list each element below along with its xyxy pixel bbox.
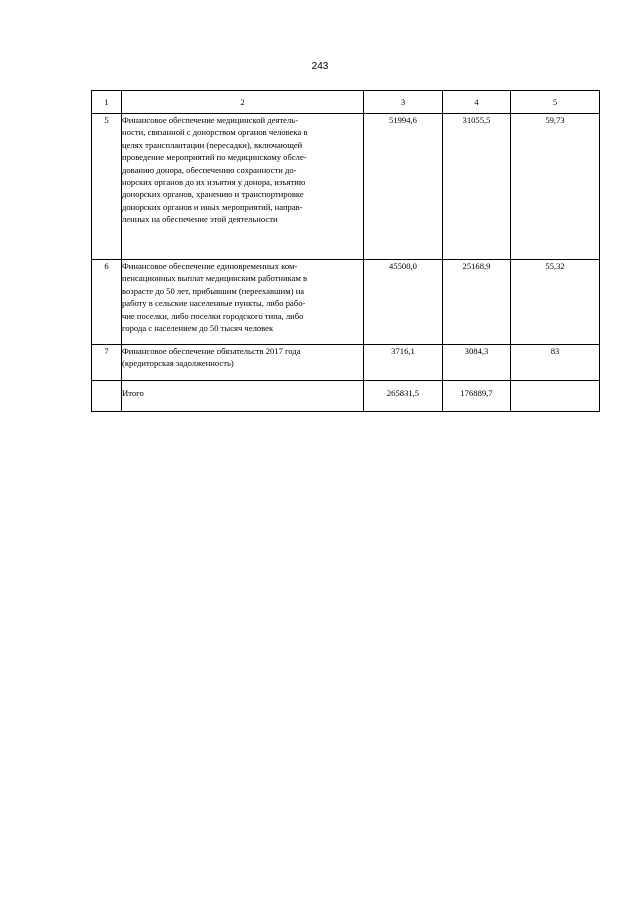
value-col3: 3716,1 <box>364 345 443 381</box>
description-line: возрасте до 50 лет, прибывшим (переехавшим) на <box>122 285 305 296</box>
total-col3: 265831,5 <box>364 381 443 412</box>
row-description <box>122 345 364 381</box>
description-line: (кредиторская задолженность) <box>122 358 234 369</box>
header-cell: 1 <box>92 91 122 114</box>
header-cell: 2 <box>122 91 364 114</box>
description-line: дованию донора, обеспечению сохранности до- <box>122 164 297 175</box>
description-line: целях трансплантации (пересадки), включающей <box>122 139 303 150</box>
description-line: Финансовое обеспечение обязательств 2017 года <box>122 346 301 356</box>
description-line: чие поселки, либо поселки городского типа, либо <box>122 310 304 321</box>
total-col4: 176889,7 <box>443 381 511 412</box>
header-cell: 5 <box>511 91 600 114</box>
table-row <box>92 114 600 260</box>
description-line: работу в сельские населенные пункты, либо рабо- <box>122 298 306 309</box>
header-cell: 4 <box>443 91 511 114</box>
description-line: ленных на обеспечение этой деятельности <box>122 214 278 225</box>
description-line: норских органов до их изъятия у донора, изъятию <box>122 177 306 188</box>
description-line: города с населением до 50 тысяч человек <box>122 323 274 334</box>
value-col4: 31055,5 <box>443 114 511 260</box>
row-description <box>122 114 364 260</box>
description-line: Финансовое обеспечение единовременных ком- <box>122 261 298 271</box>
row-number-empty <box>92 381 122 412</box>
description-line: пенсационных выплат медицинским работникам в <box>122 273 308 284</box>
table-row <box>92 345 600 381</box>
data-table <box>91 90 600 412</box>
description-line: ности, связанной с донорством органов человека в <box>122 127 308 138</box>
page-number: 243 <box>311 61 329 72</box>
row-number: 6 <box>92 260 122 345</box>
total-label: Итого <box>122 381 364 412</box>
value-col3: 45500,0 <box>364 260 443 345</box>
description-line: проведение мероприятий по медицинскому обсле- <box>122 152 307 163</box>
table-header-row <box>92 91 600 114</box>
value-col5: 83 <box>511 345 600 381</box>
row-description <box>122 260 364 345</box>
value-col4: 3084,3 <box>443 345 511 381</box>
table-row <box>92 260 600 345</box>
total-row <box>92 381 600 412</box>
value-col5: 55,32 <box>511 260 600 345</box>
description-line: Финансовое обеспечение медицинской деятель- <box>122 115 299 125</box>
description-line: донорских органов и иных мероприятий, направ- <box>122 201 303 212</box>
description-line: донорских органов, хранению и транспортировке <box>122 189 304 200</box>
value-col4: 25168,9 <box>443 260 511 345</box>
row-number: 5 <box>92 114 122 260</box>
row-number: 7 <box>92 345 122 381</box>
header-cell: 3 <box>364 91 443 114</box>
total-col5 <box>511 381 600 412</box>
value-col5: 59,73 <box>511 114 600 260</box>
value-col3: 51994,6 <box>364 114 443 260</box>
